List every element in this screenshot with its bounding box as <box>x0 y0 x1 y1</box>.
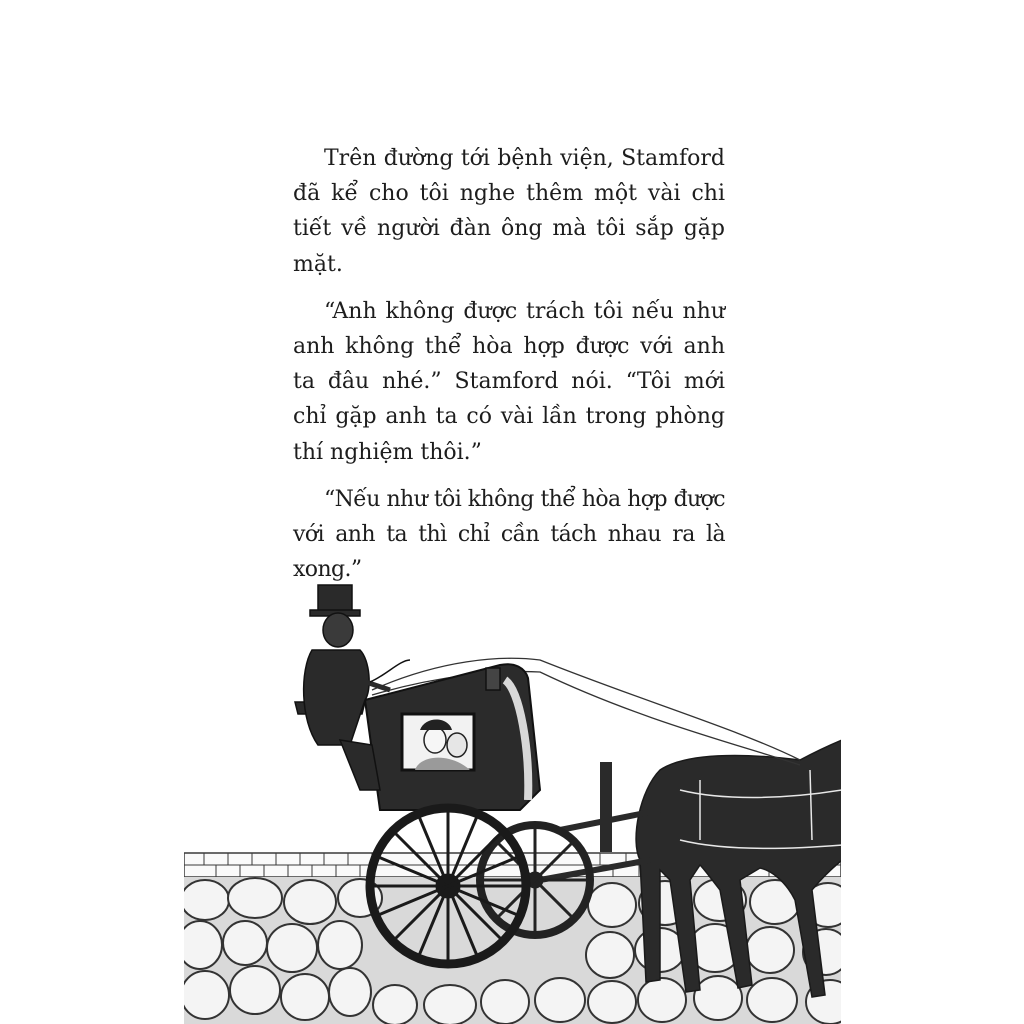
hansom-cab-illustration <box>0 570 1024 1024</box>
paragraph-1: Trên đường tới bệnh viện, Stamford đã kể cho tôi nghe thêm một vài chi tiết về người đàn ông mà tôi sắp gặp mặt. <box>293 146 725 277</box>
rear-wheel <box>480 825 590 935</box>
paragraph-3: “Nếu như tôi không thể hòa hợp được với anh ta thì chỉ cần tách nhau ra là xong.” <box>293 486 725 583</box>
body-text <box>293 141 725 599</box>
paragraph-2: “Anh không được trách tôi nếu như anh không thể hòa hợp được với anh ta đâu nhé.” Stamford nói. “Tôi mới chỉ gặp anh ta có vài lần trong phòng thí nghiệm thôi.” <box>293 298 725 465</box>
main-wheel <box>370 808 526 964</box>
